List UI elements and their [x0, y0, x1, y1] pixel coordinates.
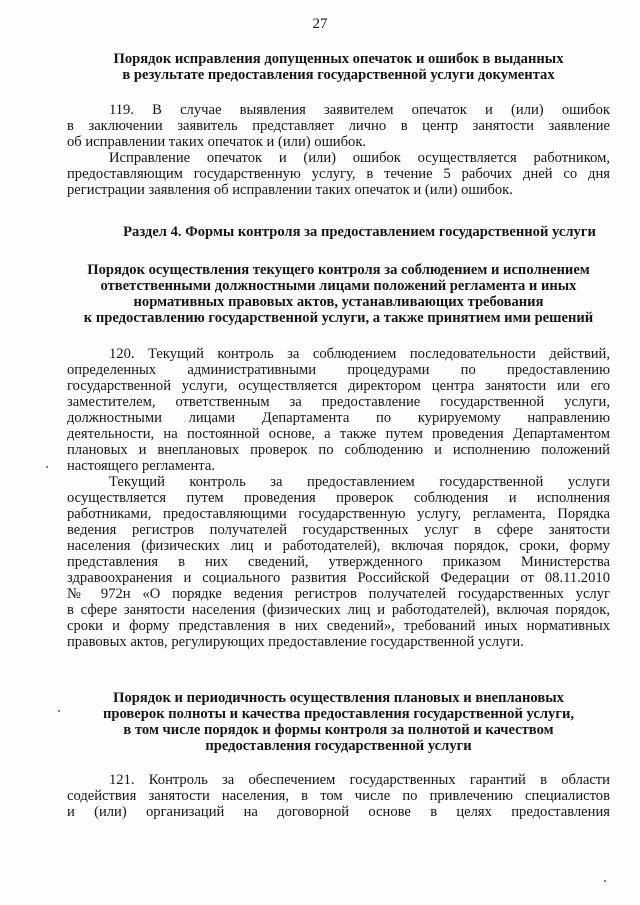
section-4-title	[67, 224, 610, 240]
text-line: об исправлении таких опечаток и (или) ошибок.	[67, 134, 367, 150]
text-line: и (или) организаций на договорной основе в целях предоставления	[67, 804, 610, 820]
heading-line: к предоставлению государственной услуги, а также принятием ими решений	[83, 310, 594, 326]
heading-line: нормативных правовых актов, устанавливающих требования	[133, 294, 544, 310]
text-line: 120. Текущий контроль за соблюдением последовательности действий,	[109, 346, 610, 362]
heading-line: Порядок исправления допущенных опечаток и ошибок в выданных	[113, 51, 564, 67]
page-number: 27	[312, 16, 328, 32]
heading-line: в результате предоставления государственной услуги документах	[122, 67, 555, 83]
text-line: регистрации заявления об исправлении таких опечаток и (или) ошибок.	[67, 182, 513, 198]
text-line: здравоохранения и социального развития Российской Федерации от 08.11.2010	[67, 570, 610, 586]
text-line: 121. Контроль за обеспечением государственных гарантий в области	[109, 772, 610, 788]
heading-corrections	[67, 51, 610, 83]
paragraph-121	[67, 772, 610, 820]
text-line: Исправление опечаток и (или) ошибок осуществляется работником,	[109, 150, 610, 166]
text-line: плановых и внеплановых проверок по соблюдению и исполнению положений	[67, 442, 610, 458]
heading-current-control	[67, 262, 610, 326]
scan-speck	[46, 466, 48, 468]
heading-line: в том числе порядок и формы контроля за полнотой и качеством	[123, 722, 554, 738]
text-line: осуществляется путем проведения проверок соблюдения и исполнения	[67, 490, 610, 506]
text-line: Текущий контроль за предоставлением государственной услуги	[109, 474, 610, 490]
text-line: правовых актов, регулирующих предоставление государственной услуги.	[67, 634, 524, 650]
text-line: определенных административными процедурами по предоставлению	[67, 362, 610, 378]
text-line: № 972н «О порядке ведения регистров получателей государственных услуг	[67, 586, 610, 602]
text-line: работниками, предоставляющими государственную услугу, регламента, Порядка	[67, 506, 610, 522]
text-line: сроки и форму представления в них сведений», требований иных нормативных	[67, 618, 610, 634]
section-title: Раздел 4. Формы контроля за предоставлением государственной услуги	[123, 224, 596, 240]
text-line: заместителем, ответственным за предоставление государственной услуги,	[67, 394, 610, 410]
text-line: содействия занятости населения, в том числе по привлечению специалистов	[67, 788, 610, 804]
scan-speck	[604, 880, 606, 882]
heading-line: Порядок осуществления текущего контроля за соблюдением и исполнением	[87, 262, 590, 278]
heading-line: ответственными должностными лицами положений регламента и иных	[100, 278, 577, 294]
text-line: должностными лицами Департамента по курируемому направлению	[67, 410, 610, 426]
text-line: населения (физических лиц и работодателей), включая порядок, сроки, форму	[67, 538, 610, 554]
text-line: представления в них сведений, утвержденного приказом Министерства	[67, 554, 610, 570]
heading-inspections	[67, 690, 610, 754]
paragraph-119	[67, 102, 610, 198]
text-line: ведения регистров получателей государственных услуг в сфере занятости	[67, 522, 610, 538]
text-line: предоставляющим государственную услугу, в течение 5 рабочих дней со дня	[67, 166, 610, 182]
text-line: деятельности, на постоянной основе, а также путем проведения Департаментом	[67, 426, 610, 442]
paragraph-120	[67, 346, 610, 650]
text-line: государственной услуги, осуществляется директором центра занятости или его	[67, 378, 610, 394]
heading-line: предоставления государственной услуги	[205, 738, 472, 754]
heading-line: проверок полноты и качества предоставления государственной услуги,	[102, 706, 575, 722]
scan-speck	[58, 710, 60, 712]
text-line: в заключении заявитель представляет лично в центр занятости заявление	[67, 118, 610, 134]
text-line: в сфере занятости населения (физических лиц и работодателей), включая порядок,	[67, 602, 610, 618]
text-line: 119. В случае выявления заявителем опечаток и (или) ошибок	[109, 102, 610, 118]
heading-line: Порядок и периодичность осуществления плановых и внеплановых	[113, 690, 564, 706]
text-line: настоящего регламента.	[67, 458, 215, 474]
